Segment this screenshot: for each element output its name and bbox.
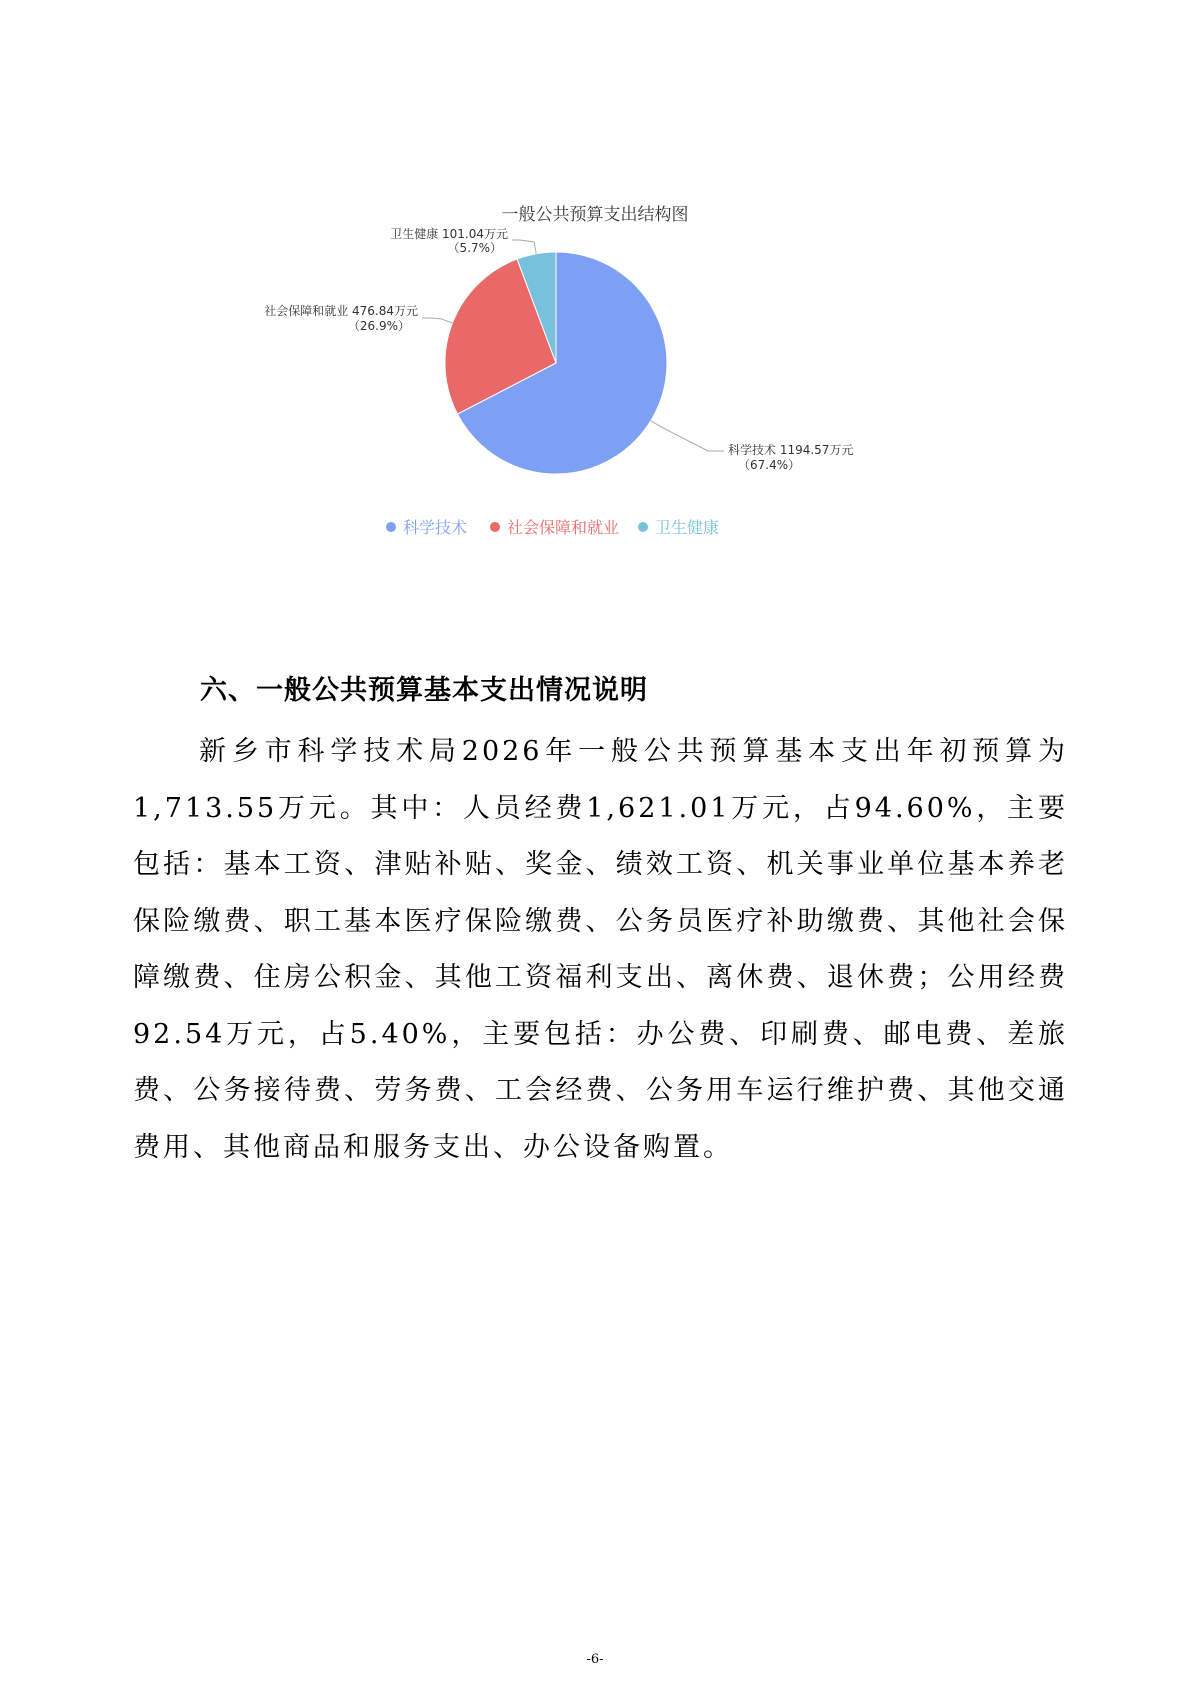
legend-marker-social [490,522,500,532]
section-heading: 六、一般公共预算基本支出情况说明 [200,675,648,706]
legend-item-social: 社会保障和就业 [507,518,620,537]
legend-marker-health [638,522,648,532]
legend-marker-science [386,522,396,532]
pie-chart-svg [250,196,940,596]
pie-slices [445,252,667,474]
legend-item-science: 科学技术 [403,518,468,537]
chart-title: 一般公共预算支出结构图 [501,205,689,225]
slice-pct-social: （26.9%） [347,319,410,333]
slice-pct-science: （67.4%） [738,458,801,472]
pie-chart [250,196,940,596]
slice-pct-health: （5.7%） [447,241,502,255]
slice-label-science: 科学技术 1194.57万元 [728,443,854,457]
leader-line-health [512,240,536,254]
page-number: -6- [586,1652,604,1667]
body-paragraph: 新乡市科学技术局2026年一般公共预算基本支出年初预算为1,713.55万元。其中：人员经费1,621.01万元，占94.60%，主要包括：基本工资、津贴补贴、奖金、绩效工资、机关事业单位基本养老保险缴费、职工基本医疗保险缴费、公务员医疗补助缴费、其他社会保障缴费、住房公积金、其他工资福利支出、离休费、退休费；公用经费92.54万元，占5.40%，主要包括：办公费、印刷费、邮电费、差旅费、公务接待费、劳务费、工会经费、公务用车运行维护费、其他交通费用、其他商品和服务支出、办公设备购置。 [133,736,1068,1163]
legend-item-health: 卫生健康 [655,518,720,537]
slice-label-social: 社会保障和就业 476.84万元 [264,304,418,318]
chart-legend [386,518,719,537]
slice-label-health: 卫生健康 101.04万元 [390,227,508,241]
leader-line-social [422,318,452,323]
leader-line-science [651,421,724,451]
